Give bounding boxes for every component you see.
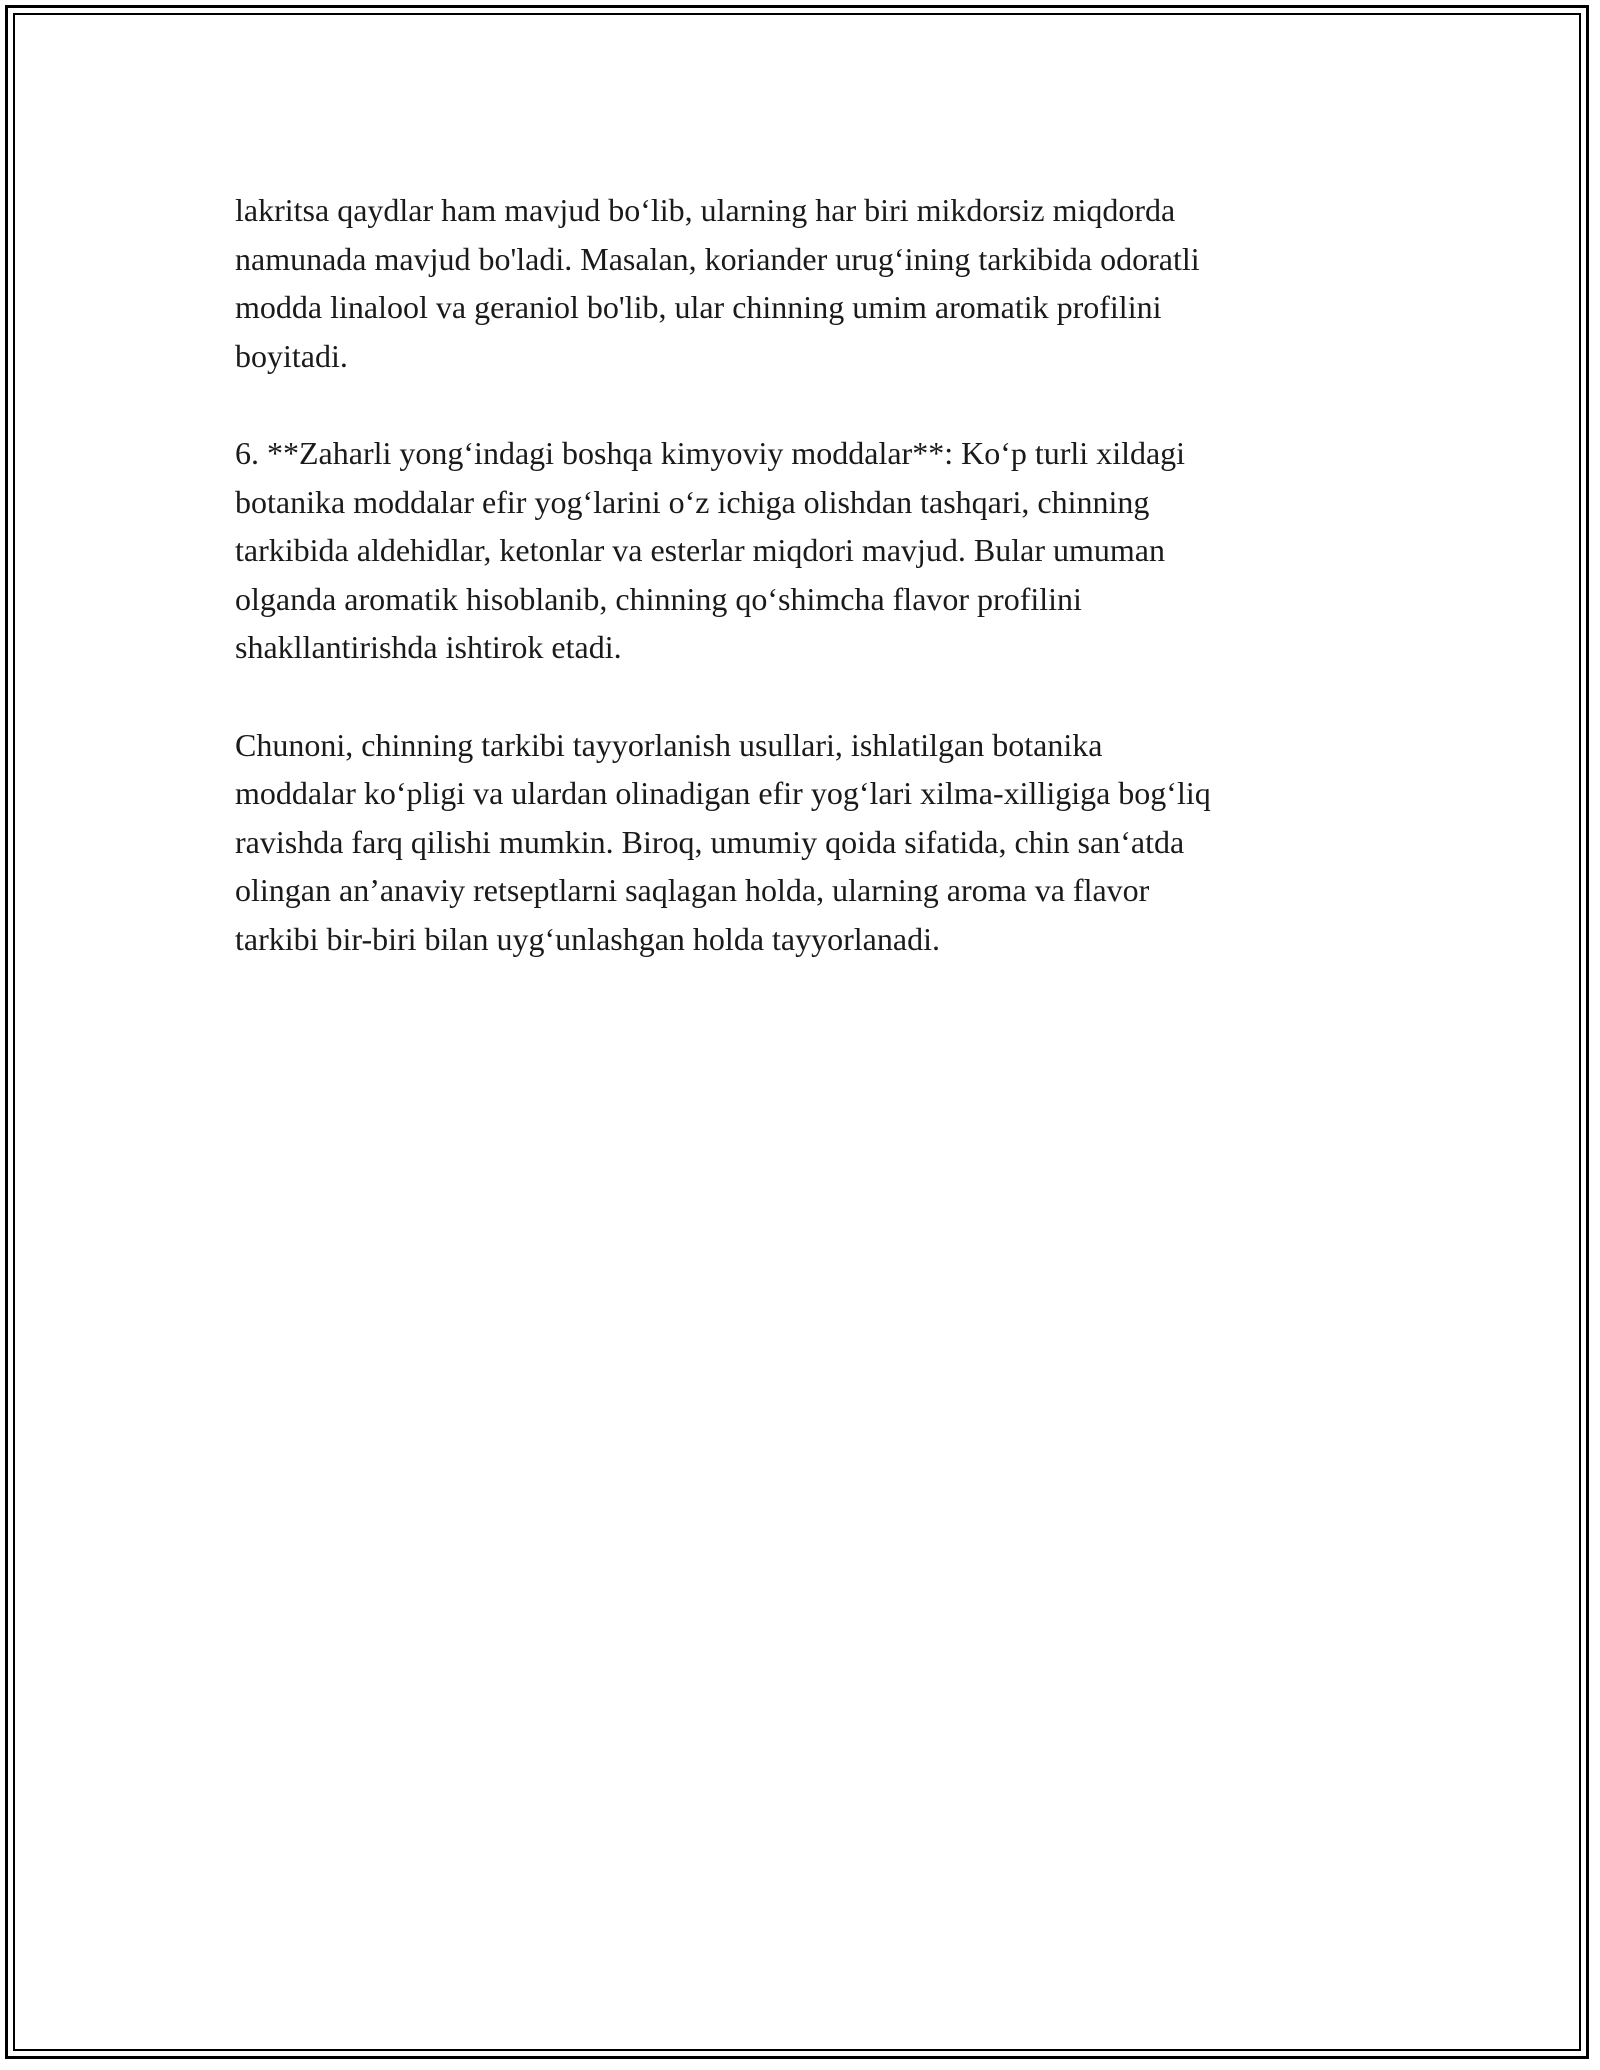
document-body — [235, 186, 1375, 1012]
text-line: moddalar ko‘pligi va ulardan olinadigan efir yog‘lari xilma-xilligiga bog‘liq — [235, 775, 1211, 812]
text-line: shakllantirishda ishtirok etadi. — [235, 629, 622, 666]
text-line: olganda aromatik hisoblanib, chinning qo‘shimcha flavor profilini — [235, 580, 1082, 617]
text-line: tarkibi bir-biri bilan uyg‘unlashgan holda tayyorlanadi. — [235, 920, 940, 957]
text-line: boyitadi. — [235, 337, 348, 374]
text-line: lakritsa qaydlar ham mavjud bo‘lib, ularning har biri mikdorsiz miqdorda — [235, 192, 1176, 228]
paragraph-conclusion — [235, 721, 1375, 964]
text-line: 6. **Zaharli yong‘indagi boshqa kimyoviy moddalar**: Ko‘p turli xildagi — [235, 434, 1186, 471]
paragraph-item-6 — [235, 429, 1375, 672]
text-line: ravishda farq qilishi mumkin. Biroq, umumiy qoida sifatida, chin san‘atda — [235, 823, 1185, 860]
text-line: Chunoni, chinning tarkibi tayyorlanish usullari, ishlatilgan botanika — [235, 726, 1103, 763]
text-line: olingan an’anaviy retseptlarni saqlagan holda, ularning aroma va flavor — [235, 872, 1150, 909]
text-line: botanika moddalar efir yog‘larini o‘z ichiga olishdan tashqari, chinning — [235, 483, 1150, 520]
text-line: modda linalool va geraniol bo'lib, ular chinning umim aromatik profilini — [235, 289, 1162, 326]
paragraph-lakritsa — [235, 186, 1375, 380]
text-line: namunada mavjud bo'ladi. Masalan, koriander urug‘ining tarkibida odoratli — [235, 240, 1200, 277]
text-line: tarkibida aldehidlar, ketonlar va esterlar miqdori mavjud. Bular umuman — [235, 532, 1165, 569]
